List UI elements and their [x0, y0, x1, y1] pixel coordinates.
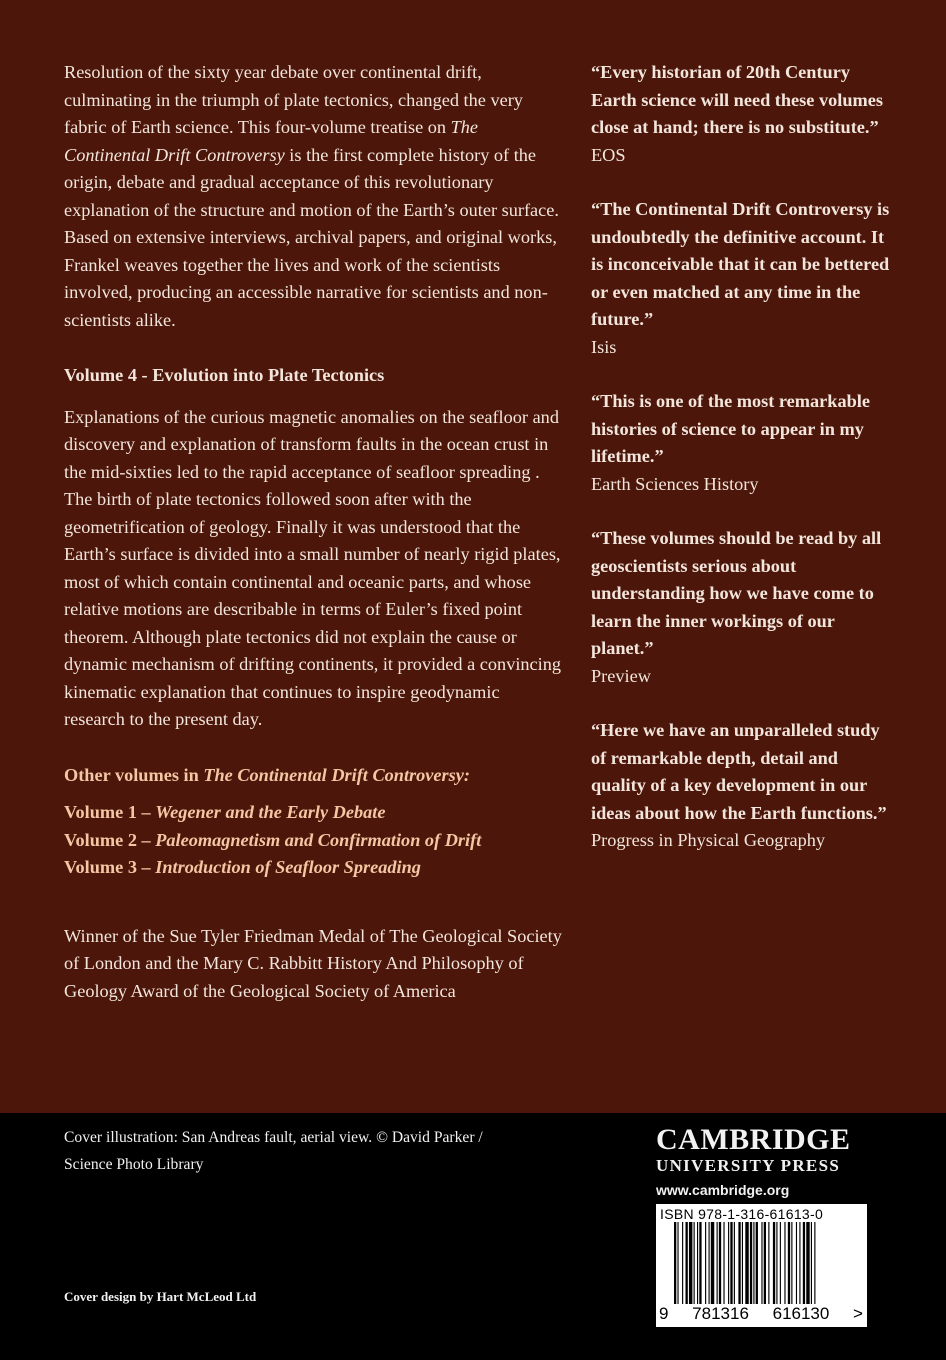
barcode-digit-group: > — [853, 1304, 863, 1323]
cover-credit: Cover illustration: San Andreas fault, aerial view. © David Parker / Science Photo Library — [64, 1129, 483, 1173]
volume-number: Volume 1 – — [64, 802, 156, 822]
intro-text-2: is the first complete history of the origin, debate and gradual acceptance of this revolutionary explanation of the structure and motion of the Earth’s outer surface. Based on extensive interviews, archival papers, and original works, Frankel weaves together the lives and work of the scientists involved, producing an accessible narrative for scientists and non-scientists alike. — [64, 144, 559, 330]
back-cover-footer — [0, 1113, 946, 1360]
review-quote: “This is one of the most remarkable histories of science to appear in my lifetime.” — [591, 391, 870, 466]
review-source: EOS — [591, 144, 626, 165]
volume-list-item — [64, 827, 564, 855]
intro-text-1: Resolution of the sixty year debate over continental drift, culminating in the triumph of plate tectonics, changed the very fabric of Earth science. This four-volume treatise on — [64, 62, 523, 137]
volume-description: Explanations of the curious magnetic anomalies on the seafloor and discovery and explanation of transform faults in the ocean crust in the mid-sixties led to the rapid acceptance of seafloor spreading . The birth of plate tectonics followed soon after with the geometrification of geology. Finally it was understood that the Earth’s surface is divided into a small number of nearly rigid plates, most of which contain continental and oceanic parts, and whose relative motions are describable in terms of Euler’s fixed point theorem. Although plate tectonics did not explain the cause or dynamic mechanism of drifting continents, it provided a convincing kinematic explanation that continues to inspire geodynamic research to the present day. — [64, 406, 562, 729]
volume-number: Volume 2 – — [64, 829, 156, 850]
review-source: Preview — [591, 665, 651, 686]
publisher-logo — [656, 1124, 870, 1198]
review-quote: “The Continental Drift Controversy is undoubtedly the definitive account. It is inconceivable that it can be bettered or even matched at any time in the future.” — [591, 199, 890, 329]
publisher-name: CAMBRIDGE — [656, 1123, 851, 1156]
other-volumes-series: The Continental Drift Controversy: — [203, 764, 470, 785]
publisher-subtitle: UNIVERSITY PRESS — [656, 1156, 841, 1175]
review — [591, 388, 891, 498]
volume-list-item — [64, 854, 564, 882]
isbn-barcode — [656, 1204, 867, 1327]
volume-title: Paleomagnetism and Confirmation of Drift — [155, 829, 482, 850]
barcode-digits — [656, 1304, 867, 1326]
review-source: Progress in Physical Geography — [591, 830, 826, 850]
review-source: Isis — [591, 336, 617, 357]
description-column — [64, 59, 564, 1005]
reviews-column — [591, 59, 891, 882]
barcode-digit-group: 616130 — [772, 1304, 830, 1323]
barcode-icon — [656, 1222, 867, 1306]
volume-number: Volume 3 – — [64, 857, 156, 877]
review — [591, 196, 891, 361]
volume-heading: Volume 4 - Evolution into Plate Tectonics — [64, 365, 385, 385]
other-volumes-label: Other volumes in — [64, 764, 204, 785]
intro-paragraph — [64, 59, 564, 334]
intro-series-title: The Continental Drift Controversy — [64, 117, 479, 165]
isbn-number: ISBN 978-1-316-61613-0 — [660, 1206, 824, 1222]
barcode-digit-group: 781316 — [692, 1304, 749, 1323]
award-text: Winner of the Sue Tyler Friedman Medal of The Geological Society of London and the Mary C. Rabbitt History And Philosophy of Geology Award of the Geological Society of America — [64, 925, 562, 1001]
review-quote: “Here we have an unparalleled study of remarkable depth, detail and quality of a key development in our ideas about how the Earth functions.” — [591, 720, 887, 823]
review-quote: “These volumes should be read by all geoscientists serious about understanding how we have come to learn the inner workings of our planet.” — [591, 528, 882, 658]
review-quote: “Every historian of 20th Century Earth science will need these volumes close at hand; there is no substitute.” — [591, 62, 883, 137]
cover-design-credit: Cover design by Hart McLeod Ltd — [64, 1289, 257, 1304]
volume-title: Introduction of Seafloor Spreading — [155, 857, 421, 877]
review — [591, 525, 891, 690]
review-source: Earth Sciences History — [591, 473, 759, 494]
review — [591, 59, 891, 169]
volume-list-item — [64, 799, 564, 827]
review — [591, 717, 891, 855]
barcode-digit-group: 9 — [659, 1304, 669, 1323]
volume-title: Wegener and the Early Debate — [155, 802, 386, 822]
publisher-url: www.cambridge.org — [656, 1182, 790, 1198]
other-volumes-heading — [64, 762, 564, 790]
